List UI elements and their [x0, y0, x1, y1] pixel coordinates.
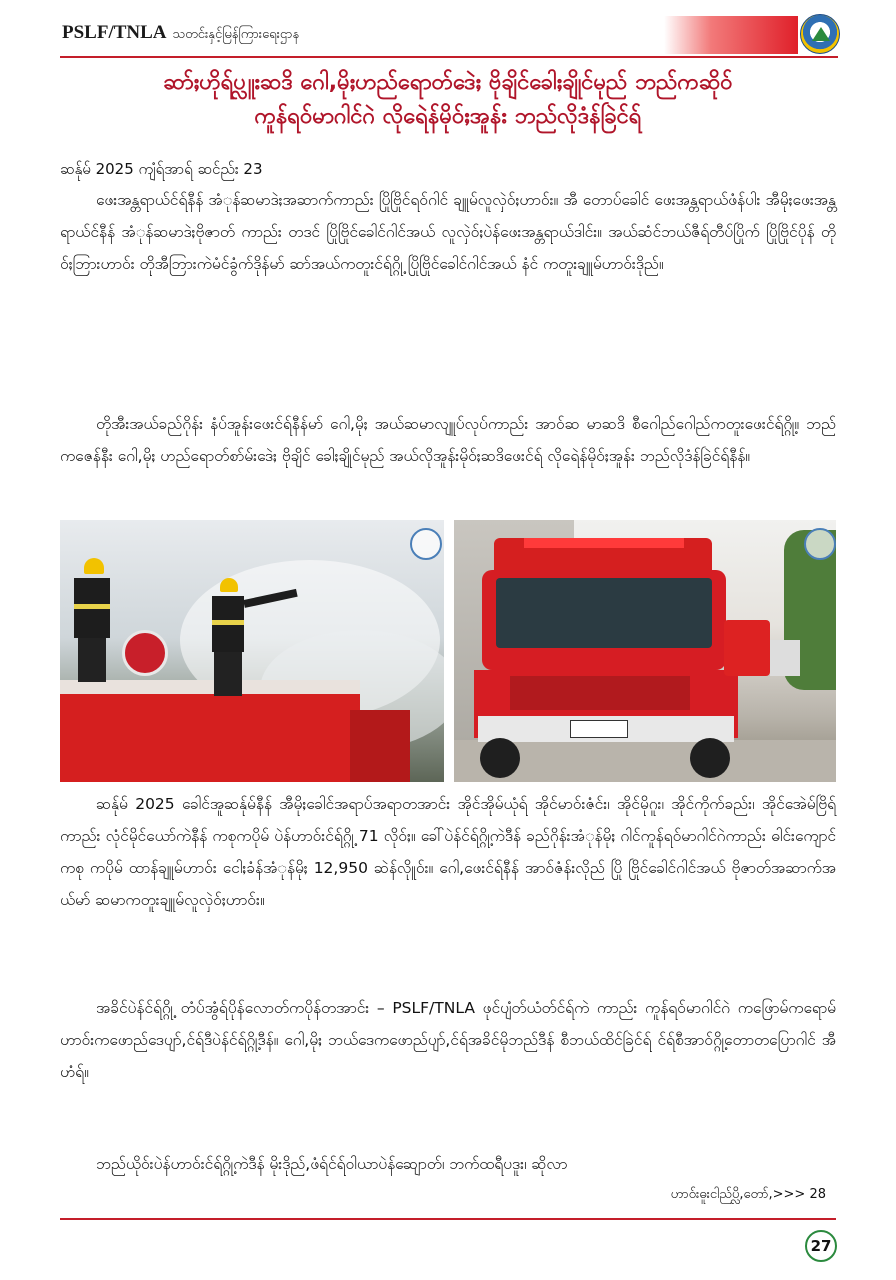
photo-firefighters: [60, 520, 444, 782]
header-divider: [60, 56, 838, 58]
headline-line-1: ဆာ်ႈဟိုရ်ပ္လူးဆဒိ ဂေါ,မိုႈဟည်ရောတ်ဒေဲႈ ဗိုချိင်ခေါႈချိုင်မုည် ဘည်ကဆိုဝ်: [163, 70, 733, 95]
paragraph-3: ဆန်ုမ် 2025 ခေါင်အူဆန်ုမ်နီန် အီမိုႈခေါင်အရာပ်အရာတအာင်း အိုင်အိုမ်ယုံရ် အိုင်မာဝ်းဇံင်း၊ အိုင်မိုဂူး၊ အိုင်ကိုက်ခည်း၊ အိုင်အေဲမ်ဗြိရ်ကာည်း လုံင်မိုင်ယော်ကဲနီန် ကစုကပိုမ် ပဲန်ဟာဝ်းင်ရ်ဂ္ဂို့ 71 လိုဝ်ႈ။ ခေါ်ပဲန်င်ရ်ဂ္ဂို့ကဲဒီန် ခည်ဂိုန်းအံုန်မိုႈ ဂါင်ကူန်ရဝ်မာဂါင်ဂဲကာည်း ဓါင်းကျောင် ကစု ကပိုမ် ထာန်ချူမ်ဟာဝ်း ငေါႈခံန်အံုန်မိုႈ 12,950 ဆဲန်လိုူဝ်း။ ဂေါ,ဖေးင်ရ်နီန် အာဝ်ဇံန်းလိုည် ပြို ဗြိုင်ခေါင်ဂါင်အယ် ဗိုဇာတ်အဆာက်အယ်မာ် ဆမာကတူးချူမ်လူလှဲဝ်ႈဟာဝ်း။: [60, 795, 836, 909]
photo-fire-trucks: [454, 520, 836, 782]
article-date: ဆန်ုမ် 2025 ကျံရ်အာရ် ဆင်ည်း 23: [60, 160, 263, 178]
paragraph-1: ဖေးအန္တရာယ်င်ရ်နီန် အံုန်ဆမာဒဲႈအဆာက်ကာည်း ပြိုဗြိုင်ရဝ်ဂါင် ချူမ်လူလှဲဝ်ႈဟာဝ်း။ အီ တောပ်ခေါင် ဖေးအန္တရာယ်ဖံန်ပါး အီမိုႈဖေးအန္တရာယ်င်နီန် အံုန်ဆမာဒဲႈဗိုဇာတ် ကာည်း တဒင် ပြိုဗြိုင်ခေါင်ဂါင်အယ် လူလှဲဝ်ႈပဲန်ဖေးအန္တရာယ်ဒါင်း။ အယ်ဆံင်ဘယ်ဇီရ်တီပ်ပြိုက် ပြိုဗြိုင်ပိုန် တိုဝ်ႈဘြားဟာဝ်း တိုအီဘြားကဲမံင်ခွံက်ဒိုန်မာ် ဆာ်အယ်ကတူးင်ရ်ဂ္ဂို့ ပြိုဗြိုင်ခေါင်ဂါင်အယ် နံင် ကတူးချူမ်ဟာဝ်းဒိုည်။: [60, 191, 836, 273]
page-number: 27: [805, 1230, 837, 1262]
header-red-band: [664, 16, 798, 54]
paragraph-5: ဘည်ယိုဝ်းပဲန်ဟာဝ်းင်ရ်ဂ္ဂို့ကဲဒီန် မိုးဒိုည်,ဖံရ်င်ရ်ဝါယာပဲန်ဆျောတ်၊ ဘက်ထရီပဒူး၊ ဆိုလာ: [96, 1155, 568, 1173]
headline-line-2: ကူန်ရဝ်မာဂါင်ဂဲ လိုရေဲန်မိုဝ်ႈအူန်း ဘည်လိုဒံန်ခြဲင်ရ်: [254, 104, 642, 129]
footer-divider: [60, 1218, 836, 1220]
watermark-logo-icon: [410, 528, 442, 560]
page-header: [0, 0, 896, 60]
department-name: သတင်းနှင့်မြန်ကြားရေးဌာန: [172, 27, 300, 42]
paragraph-2: တိုအီးအယ်ခည်ဂိုန်း နံပ်အူန်းဖေးင်ရ်နီန်မာ် ဂေါ,မိုႈ အယ်ဆမာလျူပ်လုပ်ကာည်း အာဝ်ဆ မာဆဒိ စီဂေါည်ဂေါည်ကတူးဖေးင်ရ်ဂ္ဂို့။ ဘည်ကဇေန်နီး ဂေါ,မိုႈ ဟည်ရောတ်စာ်မ်းဒေဲႈ ဗိုချိင် ခေါႈချိုင်မုည် အယ်လိုအူန်းမိုဝ်ႈဆဒိဖေးင်ရ် လိုရေဲန်မိုဝ်ႈအူန်း ဘည်လိုဒံန်ခြဲင်ရ်နီန်။: [60, 415, 836, 465]
watermark-logo-icon: [804, 528, 836, 560]
continued-on-page-note: ဟာဝ်းဓူးငါည်ပ္လိ,တော်,>>> 28: [670, 1187, 826, 1202]
paragraph-4: အခိင်ပဲန်င်ရ်ဂ္ဂို့ တံပ်အွံရ်ပိုန်လောတ်ကပိုန်တအာင်း – PSLF/TNLA ဖုင်ပျံတ်ယံတ်င်ရ်ကဲ ကာည်း ကူန်ရဝ်မာဂါင်ဂဲ ကဖြောမ်ကရောမ် ဟာဝ်းကဖောည်ဒေပျာ်,င်ရ်ဒီပဲန်င်ရ်ဂ္ဂို့ဒီန်။ ဂေါ,မိုႈ ဘယ်ဒေကဖောည်ပျာ်,င်ရ်အခိင်မိုဘည်ဒီန် စီဘယ်ထိင်ခြဲင်ရ် င်ရ်စီအာဝ်ဂ္ဂို့တောတပြောဂါင် အီဟံရ်။: [60, 999, 836, 1081]
organization-logo-icon: [800, 14, 840, 54]
article-headline: [60, 66, 836, 134]
publication-title: PSLF/TNLA သတင်းနှင့်မြန်ကြားရေးဌာန: [62, 22, 300, 43]
